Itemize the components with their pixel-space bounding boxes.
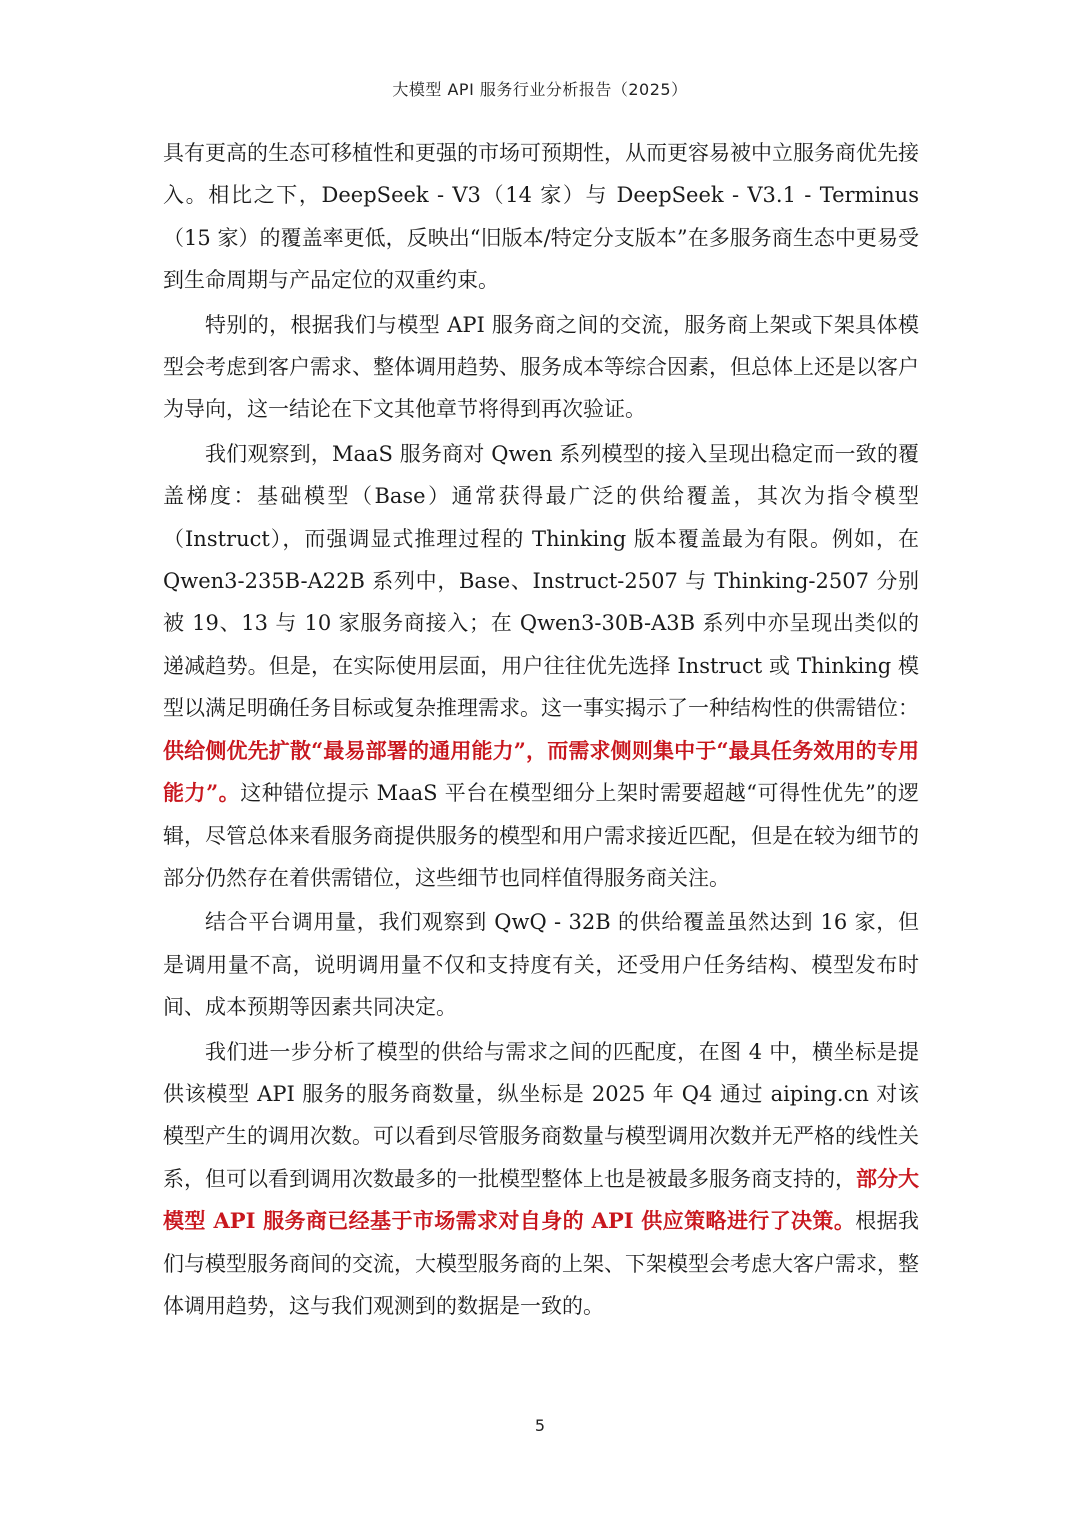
paragraph-5	[163, 1031, 919, 1328]
paragraph-3-highlight: 供给侧优先扩散“最易部署的通用能力”，而需求侧则集中于“最具任务效用的专用能力”。	[163, 737, 919, 806]
page-number: 5	[534, 1416, 546, 1435]
paragraph-4: 结合平台调用量，我们观察到 QwQ - 32B 的供给覆盖虽然达到 16 家，但是调用量不高，说明调用量不仅和支持度有关，还受用户任务结构、模型发布时间、成本预期等因素共同决定。	[163, 910, 919, 1020]
paragraph-5-highlight: 部分大模型 API 服务商已经基于市场需求对自身的 API 供应策略进行了决策。	[163, 1165, 919, 1234]
paragraph-3	[163, 433, 919, 899]
page-header: 大模型 API 服务行业分析报告（2025）	[392, 80, 688, 99]
paragraph-3-text-after: 这种错位提示 MaaS 平台在模型细分上架时需要超越“可得性优先”的逻辑，尽管总体来看服务商提供服务的模型和用户需求接近匹配，但是在较为细节的部分仍然存在着供需错位，这些细节也同样值得服务商关注。	[163, 781, 919, 890]
paragraph-3-text-before: 我们观察到，MaaS 服务商对 Qwen 系列模型的接入呈现出稳定而一致的覆盖梯度：基础模型（Base）通常获得最广泛的供给覆盖，其次为指令模型（Instruct），而强调显式推理过程的 Thinking 版本覆盖最为有限。例如，在 Qwen3-235B-A22B 系列中，Base、Instruct-2507 与 Thinking-2507 分别被 19、13 与 10 家服务商接入；在 Qwen3-30B-A3B 系列中亦呈现出类似的递减趋势。但是，在实际使用层面，用户往往优先选择 Instruct 或 Thinking 模型以满足明确任务目标或复杂推理需求。这一事实揭示了一种结构性的供需错位：	[163, 441, 919, 721]
paragraph-5-text-after: 根据我们与模型服务商间的交流，大模型服务商的上架、下架模型会考虑大客户需求，整体调用趋势，这与我们观测到的数据是一致的。	[163, 1209, 920, 1318]
document-body	[163, 132, 919, 1329]
paragraph-1: 具有更高的生态可移植性和更强的市场可预期性，从而更容易被中立服务商优先接入。相比之下，DeepSeek - V3（14 家）与 DeepSeek - V3.1 - Terminus（15 家）的覆盖率更低，反映出“旧版本/特定分支版本”在多服务商生态中更易受到生命周期与产品定位的双重约束。	[163, 141, 919, 293]
paragraph-5-text-before: 我们进一步分析了模型的供给与需求之间的匹配度，在图 4 中，横坐标是提供该模型 API 服务的服务商数量，纵坐标是 2025 年 Q4 通过 aiping.cn 对该模型产生的调用次数。可以看到尽管服务商数量与模型调用次数并无严格的线性关系，但可以看到调用次数最多的一批模型整体上也是被最多服务商支持的，	[163, 1039, 919, 1191]
paragraph-2: 特别的，根据我们与模型 API 服务商之间的交流，服务商上架或下架具体模型会考虑到客户需求、整体调用趋势、服务成本等综合因素，但总体上还是以客户为导向，这一结论在下文其他章节将得到再次验证。	[163, 312, 919, 422]
